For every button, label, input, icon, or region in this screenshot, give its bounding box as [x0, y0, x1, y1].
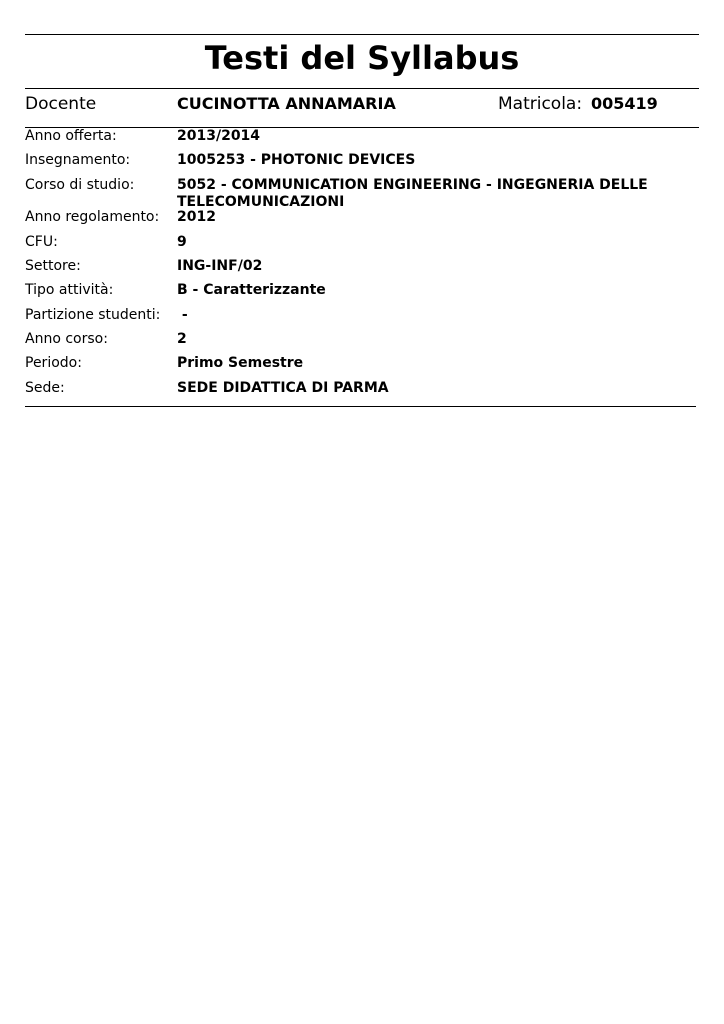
- field-value: 1005253 - PHOTONIC DEVICES: [177, 152, 416, 168]
- field-value: 2012: [177, 209, 216, 225]
- matricola-label: Matricola:: [498, 94, 583, 114]
- field-value: ING-INF/02: [177, 258, 263, 274]
- field-value: 9: [177, 234, 187, 250]
- docente-label: Docente: [25, 94, 97, 114]
- bottom-rule: [25, 406, 696, 407]
- field-label: Sede:: [25, 380, 65, 396]
- field-label: Periodo:: [25, 355, 82, 371]
- top-rule: [25, 34, 699, 35]
- docente-name: CUCINOTTA ANNAMARIA: [177, 94, 396, 113]
- field-value: 5052 - COMMUNICATION ENGINEERING - INGEGNERIA DELLE TELECOMUNICAZIONI: [177, 177, 648, 210]
- field-label: Anno regolamento:: [25, 209, 160, 225]
- field-value: SEDE DIDATTICA DI PARMA: [177, 380, 389, 396]
- field-label: Anno offerta:: [25, 128, 117, 144]
- field-label: Partizione studenti:: [25, 307, 161, 323]
- matricola-value: 005419: [591, 94, 658, 113]
- field-label: Insegnamento:: [25, 152, 131, 168]
- field-label: Tipo attività:: [25, 282, 114, 298]
- field-label: Settore:: [25, 258, 81, 274]
- field-label: Corso di studio:: [25, 177, 135, 193]
- field-value: -: [177, 307, 188, 323]
- page-title: Testi del Syllabus: [204, 39, 520, 77]
- title-rule: [25, 88, 699, 89]
- field-value: 2013/2014: [177, 128, 261, 144]
- field-label: Anno corso:: [25, 331, 108, 347]
- field-value: 2: [177, 331, 187, 347]
- field-value: Primo Semestre: [177, 355, 304, 371]
- field-value: B - Caratterizzante: [177, 282, 326, 298]
- field-label: CFU:: [25, 234, 58, 250]
